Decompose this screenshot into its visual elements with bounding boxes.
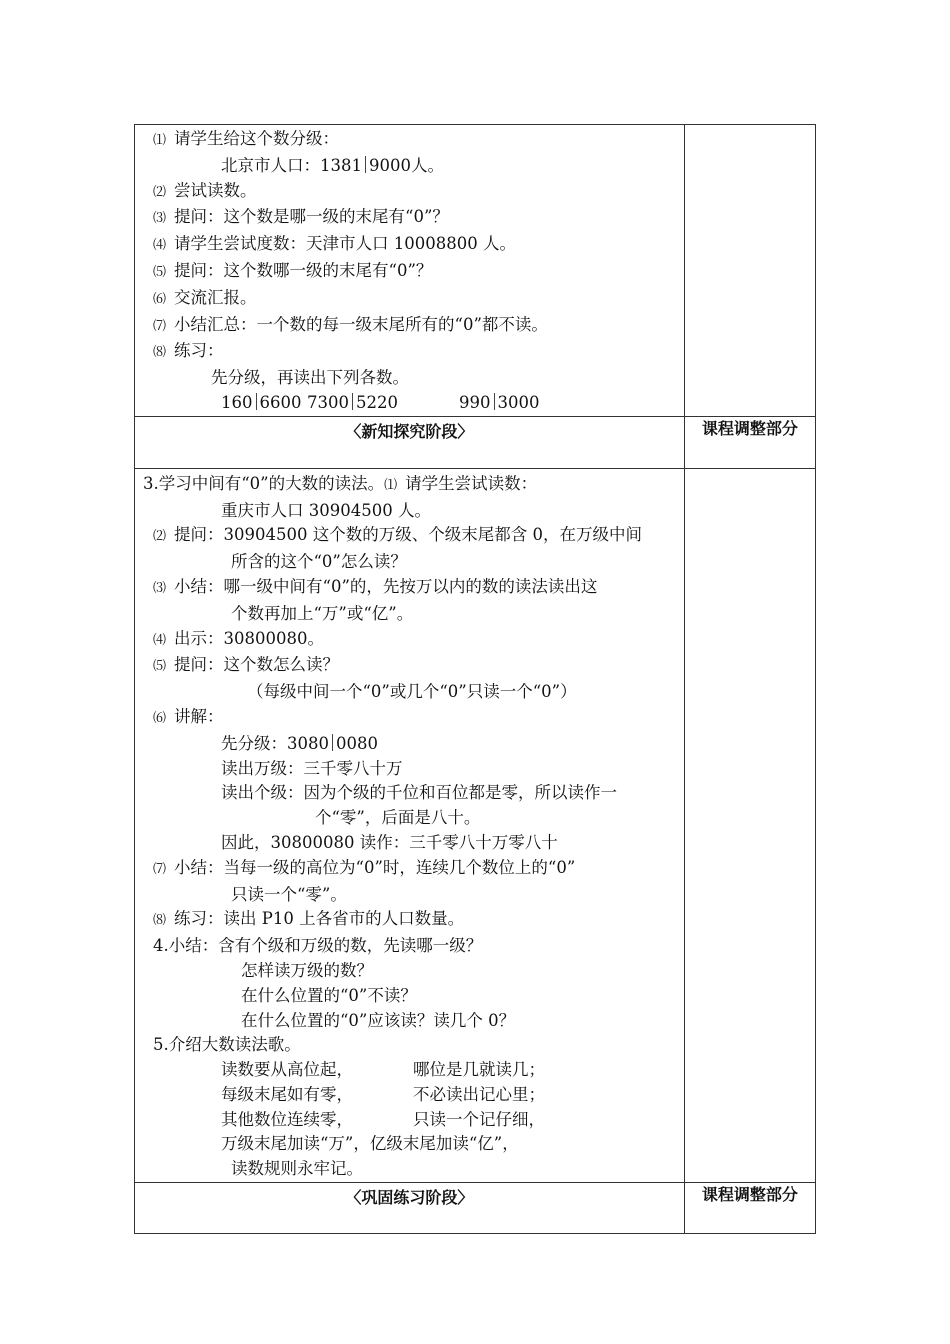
text-line: 个数再加上“万”或“亿”。	[231, 603, 414, 623]
text-line: ⑻ 练习：	[153, 341, 224, 361]
adjustment-header: 课程调整部分	[684, 1183, 815, 1234]
text-line: 先分级，再读出下列各数。	[211, 368, 409, 388]
section-2-side	[684, 468, 815, 1182]
poem-line: 读数规则永牢记。	[231, 1159, 363, 1179]
text-line: ⑹ 交流汇报。	[153, 287, 257, 307]
text-line: ⑺ 小结汇总：一个数的每一级末尾所有的“0”都不读。	[153, 314, 548, 334]
text-line: 读出万级：三千零八十万	[221, 758, 403, 778]
section-2-row	[135, 468, 816, 1182]
text-line: ⑵ 尝试读数。	[153, 180, 257, 200]
poem-line: 其他数位连续零， 只读一个记仔细，	[221, 1109, 545, 1129]
text-line: 4.小结：含有个级和万级的数，先读哪一级？	[153, 936, 483, 956]
text-line: ⑴ 请学生给这个数分级：	[153, 129, 340, 148]
text-line: 重庆市人口 30904500 人。	[221, 500, 431, 520]
practice-numbers	[135, 391, 684, 416]
text-line: 读出个级：因为个级的千位和百位都是零，所以读作一	[221, 783, 617, 803]
poem-line: 万级末尾加读“万”，亿级末尾加读“亿”，	[221, 1134, 519, 1154]
text-line: 3.学习中间有“0”的大数的读法。⑴ 请学生尝试读数：	[143, 473, 538, 493]
text-line: 北京市人口：1381 9000人。	[221, 155, 444, 175]
text-line: ⑸ 提问：这个数怎么读？	[153, 655, 340, 675]
text-line: （每级中间一个“0”或几个“0”只读一个“0”）	[247, 682, 577, 702]
text-line: ⑻ 练习：读出 P10 上各省市的人口数量。	[153, 909, 465, 929]
text-line: ⑹ 讲解：	[153, 706, 224, 726]
poem-line: 每级末尾如有零， 不必读出记心里；	[221, 1084, 545, 1104]
digit-separator	[365, 156, 366, 173]
text-line: 先分级：3080 0080	[221, 733, 378, 753]
adjustment-header: 课程调整部分	[684, 416, 815, 468]
text-line: 在什么位置的“0”应该读？读几个 0？	[241, 1010, 516, 1030]
text-line: 个“零”，后面是八十。	[315, 808, 481, 828]
practice-number: 7300 5220	[307, 392, 398, 412]
text-line: 5.介绍大数读法歌。	[153, 1035, 301, 1055]
text-line: ⑶ 小结：哪一级中间有“0”的，先按万以内的数的读法读出这	[153, 576, 598, 596]
text-line: 在什么位置的“0”不读？	[241, 985, 417, 1005]
text-line: 因此，30800080 读作：三千零八十万零八十	[221, 832, 558, 852]
section-1-side	[684, 125, 815, 417]
section-1-row	[135, 125, 816, 417]
poem-line: 读数要从高位起， 哪位是几就读几；	[221, 1060, 545, 1080]
stage-title: 〈巩固练习阶段〉	[135, 1183, 685, 1234]
practice-number: 160 6600	[221, 392, 302, 412]
section-1-content	[135, 125, 685, 417]
text-line: ⑶ 提问：这个数是哪一级的末尾有“0”？	[153, 207, 449, 227]
text-line: ⑸ 提问：这个数哪一级的末尾有“0”？	[153, 260, 433, 280]
stage-title: 〈新知探究阶段〉	[135, 416, 685, 468]
stage-header-row	[135, 1183, 816, 1234]
text-line: ⑺ 小结：当每一级的高位为“0”时，连续几个数位上的“0”	[153, 857, 576, 877]
text-line: 只读一个“零”。	[231, 884, 347, 904]
lesson-plan-table	[134, 124, 816, 1234]
section-2-content	[135, 468, 685, 1182]
text-line: ⑷ 出示：30800080。	[153, 628, 324, 648]
digit-separator	[332, 734, 333, 751]
text-line: ⑵ 提问：30904500 这个数的万级、个级末尾都含 0，在万级中间	[153, 525, 642, 545]
text-line: ⑷ 请学生尝试度数：天津市人口 10008800 人。	[153, 234, 516, 254]
stage-header-row	[135, 416, 816, 468]
practice-number: 990 3000	[459, 392, 540, 412]
text-line: 怎样读万级的数？	[241, 960, 373, 980]
text-line: 所含的这个“0”怎么读？	[231, 552, 407, 572]
